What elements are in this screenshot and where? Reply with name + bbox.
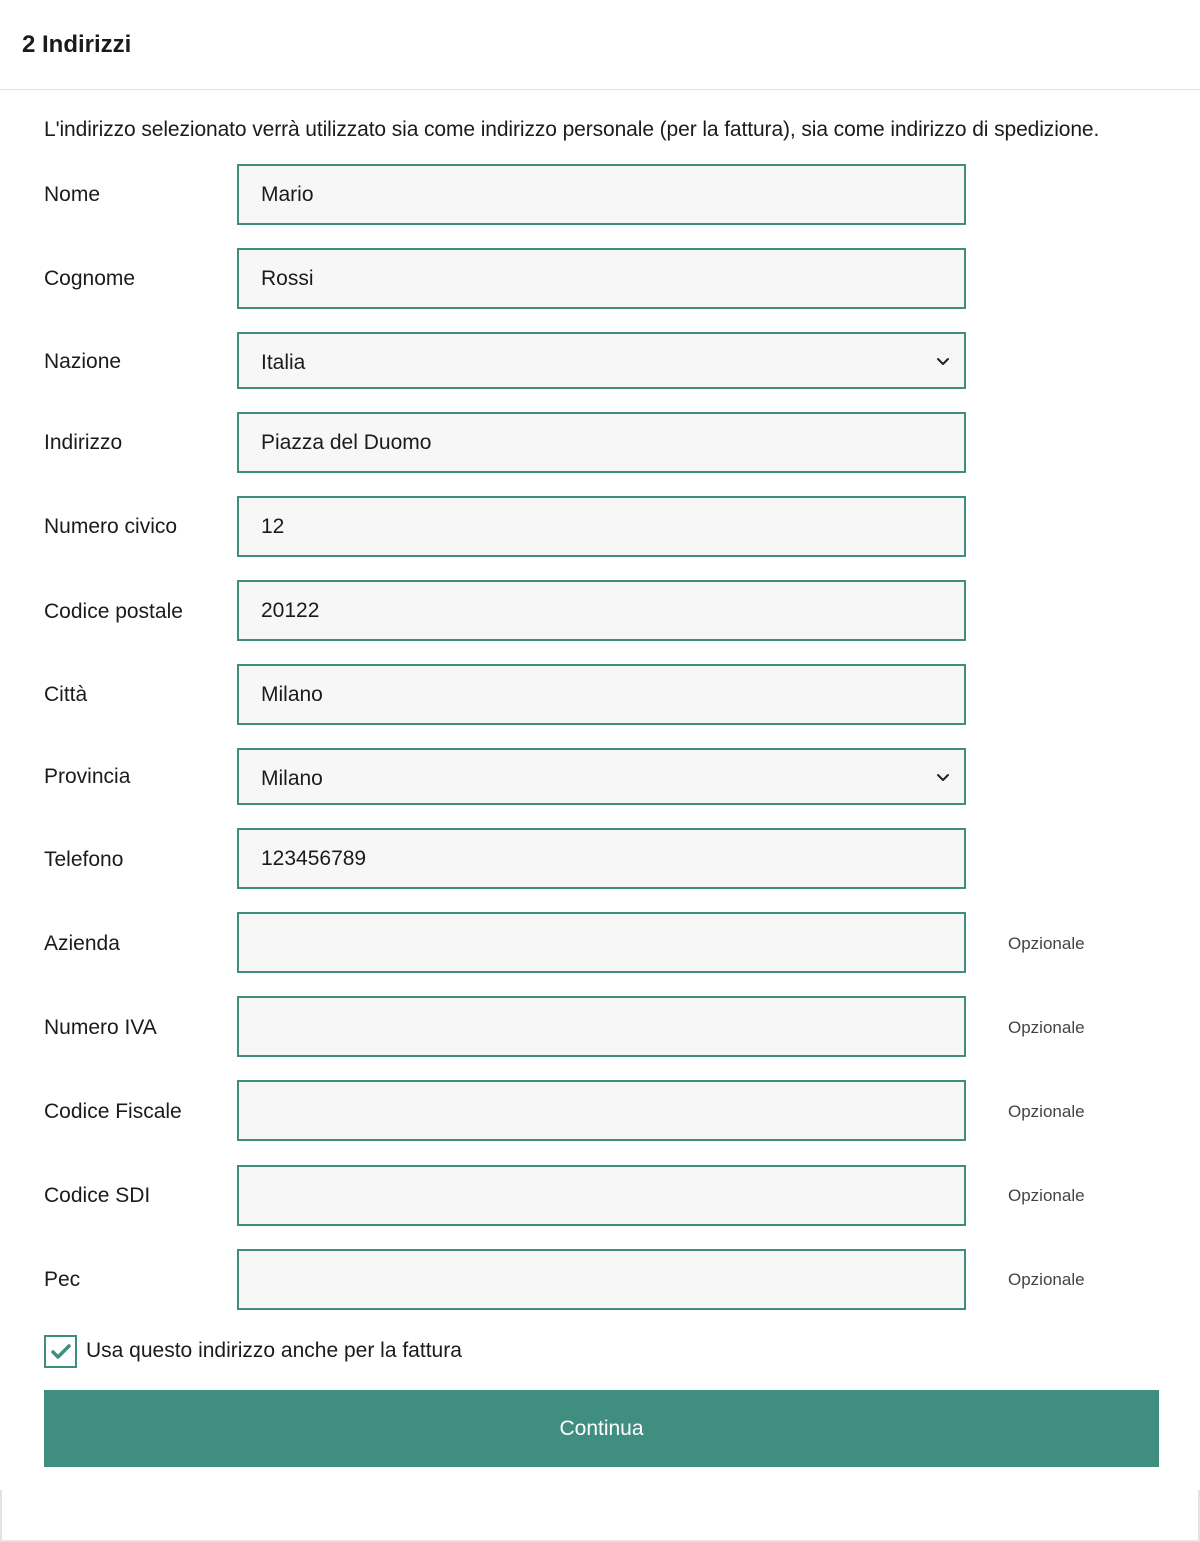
nazione-selected-value: Italia (261, 351, 306, 374)
nazione-select[interactable] (237, 332, 966, 389)
invoice-address-checkbox[interactable] (44, 1335, 77, 1368)
azienda-label: Azienda (44, 932, 120, 955)
codice-sdi-label: Codice SDI (44, 1184, 151, 1207)
numero-civico-label: Numero civico (44, 515, 178, 538)
indirizzo-label: Indirizzo (44, 431, 123, 454)
pec-label: Pec (44, 1268, 81, 1291)
chevron-down-icon (936, 355, 950, 369)
codice-fiscale-input[interactable] (237, 1080, 966, 1141)
numero-iva-label: Numero IVA (44, 1016, 157, 1039)
codice-postale-input[interactable] (237, 580, 966, 641)
codice-sdi-input[interactable] (237, 1165, 966, 1226)
codice-fiscale-label: Codice Fiscale (44, 1100, 182, 1123)
codice-postale-label: Codice postale (44, 600, 183, 623)
section-header (0, 0, 1200, 90)
telefono-input[interactable] (237, 828, 966, 889)
continue-button[interactable]: Continua (44, 1390, 1159, 1467)
section-title: 2 Indirizzi (22, 31, 132, 58)
pec-input[interactable] (237, 1249, 966, 1310)
pec-optional-hint: Opzionale (1008, 1270, 1085, 1289)
numero-civico-input[interactable] (237, 496, 966, 557)
cognome-label: Cognome (44, 267, 136, 290)
chevron-down-icon (936, 771, 950, 785)
azienda-input[interactable] (237, 912, 966, 973)
indirizzo-input[interactable] (237, 412, 966, 473)
nazione-label: Nazione (44, 350, 122, 373)
provincia-select[interactable] (237, 748, 966, 805)
address-intro-text: L'indirizzo selezionato verrà utilizzato sia come indirizzo personale (per la fattura), sia come indirizzo di spedizione. (44, 118, 1100, 141)
provincia-selected-value: Milano (261, 767, 323, 790)
nome-label: Nome (44, 183, 101, 206)
codice-sdi-optional-hint: Opzionale (1008, 1186, 1085, 1205)
cognome-input[interactable] (237, 248, 966, 309)
checkmark-icon (51, 1343, 71, 1360)
provincia-label: Provincia (44, 765, 131, 788)
azienda-optional-hint: Opzionale (1008, 934, 1085, 953)
invoice-address-checkbox-label[interactable]: Usa questo indirizzo anche per la fattura (86, 1339, 462, 1362)
bottom-frame (0, 1490, 1200, 1542)
citta-label: Città (44, 683, 88, 706)
nome-input[interactable] (237, 164, 966, 225)
citta-input[interactable] (237, 664, 966, 725)
numero-iva-optional-hint: Opzionale (1008, 1018, 1085, 1037)
telefono-label: Telefono (44, 848, 124, 871)
codice-fiscale-optional-hint: Opzionale (1008, 1102, 1085, 1121)
numero-iva-input[interactable] (237, 996, 966, 1057)
